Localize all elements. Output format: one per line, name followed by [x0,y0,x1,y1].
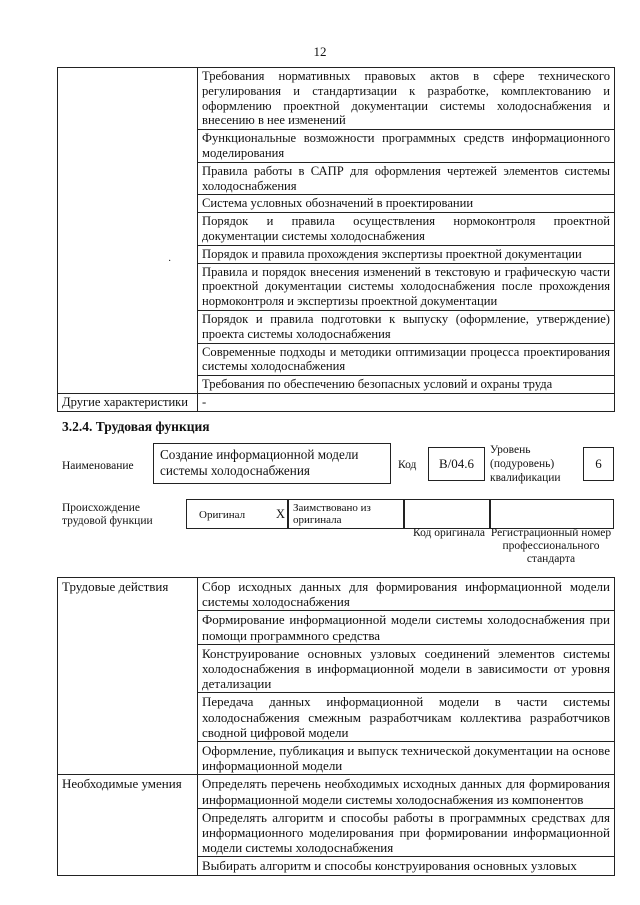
table-cell: Определять алгоритм и способы работы в программных средствах для информационного моделирования при формировании информационной модели системы холодоснабжения [198,808,615,857]
table-row [58,775,615,808]
level-label: Уровень (подуровень) квалификации [490,444,561,484]
borrowed-cell: Заимствовано из оригинала [288,499,404,529]
table-cell: Современные подходы и методики оптимизации процесса проектирования системы холодоснабжения [198,343,615,376]
table-row [58,578,615,611]
table-cell: Требования нормативных правовых актов в сфере технического регулирования и стандартизации к разработке, комплектованию и оформлению проектной документации системы холодоснабжения и внесению в нее изменений [198,68,615,130]
table-cell: Формирование информационной модели системы холодоснабжения при помощи программного средства [198,611,615,644]
code-box: В/04.6 [428,447,485,481]
original-code-cell [404,499,490,529]
table-cell: Требования по обеспечению безопасных условий и охраны труда [198,376,615,394]
table-cell: Порядок и правила подготовки к выпуску (оформление, утверждение) проекта системы холодоснабжения [198,310,615,343]
table-row [58,393,615,411]
original-code-caption: Код оригинала [413,527,485,539]
section-title: 3.2.4. Трудовая функция [62,419,210,434]
page-number: 12 [313,44,327,59]
table-cell: Конструирование основных узловых соединений элементов системы холодоснабжения в информационной модели в зависимости от уровня детализации [198,644,615,693]
other-characteristics-label: Другие характеристики [58,393,198,411]
table-cell: Сбор исходных данных для формирования информационной модели системы холодоснабжения [198,578,615,611]
original-label: Оригинал [199,509,246,521]
code-label: Код [398,459,417,471]
original-mark: X [276,507,286,521]
table-cell: Система условных обозначений в проектировании [198,195,615,213]
table-cell: Функциональные возможности программных средств информационного моделирования [198,130,615,163]
origin-row [186,499,614,529]
table-cell-left [58,68,198,394]
table-cell: Правила и порядок внесения изменений в текстовую и графическую части проектной документации системы холодоснабжения после прохождения нормоконтроля и экспертизы проектной документации [198,263,615,310]
other-characteristics-value: - [198,393,615,411]
level-box: 6 [583,447,614,481]
reg-number-caption: Регистрационный номер профессионального стандарта [490,527,612,565]
table-cell: Определять перечень необходимых исходных данных для формирования информационной модели системы холодоснабжения из компонентов [198,775,615,808]
reg-number-cell [490,499,614,529]
table-cell: Оформление, публикация и выпуск технической документации на основе информационной модели [198,742,615,775]
group-title: Необходимые умения [58,775,198,875]
table-cell: Передача данных информационной модели в части системы холодоснабжения смежным разработчикам коллектива разработчиков сводной цифровой модели [198,693,615,742]
scan-mark: · [168,256,172,267]
group-title: Трудовые действия [58,578,198,775]
table-cell: Порядок и правила прохождения экспертизы проектной документации [198,245,615,263]
original-cell [186,499,288,529]
name-label: Наименование [62,460,134,472]
labor-function-table [57,577,615,876]
table-cell: Порядок и правила осуществления нормоконтроля проектной документации системы холодоснабжения [198,213,615,246]
function-name-box: Создание информационной модели системы холодоснабжения [153,443,391,484]
table-cell: Выбирать алгоритм и способы конструирования основных узловых [198,857,615,875]
table-row [58,68,615,130]
table-cell: Правила работы в САПР для оформления чертежей элементов системы холодоснабжения [198,162,615,195]
origin-label: Происхождение трудовой функции [62,502,153,527]
knowledge-table [57,67,615,412]
